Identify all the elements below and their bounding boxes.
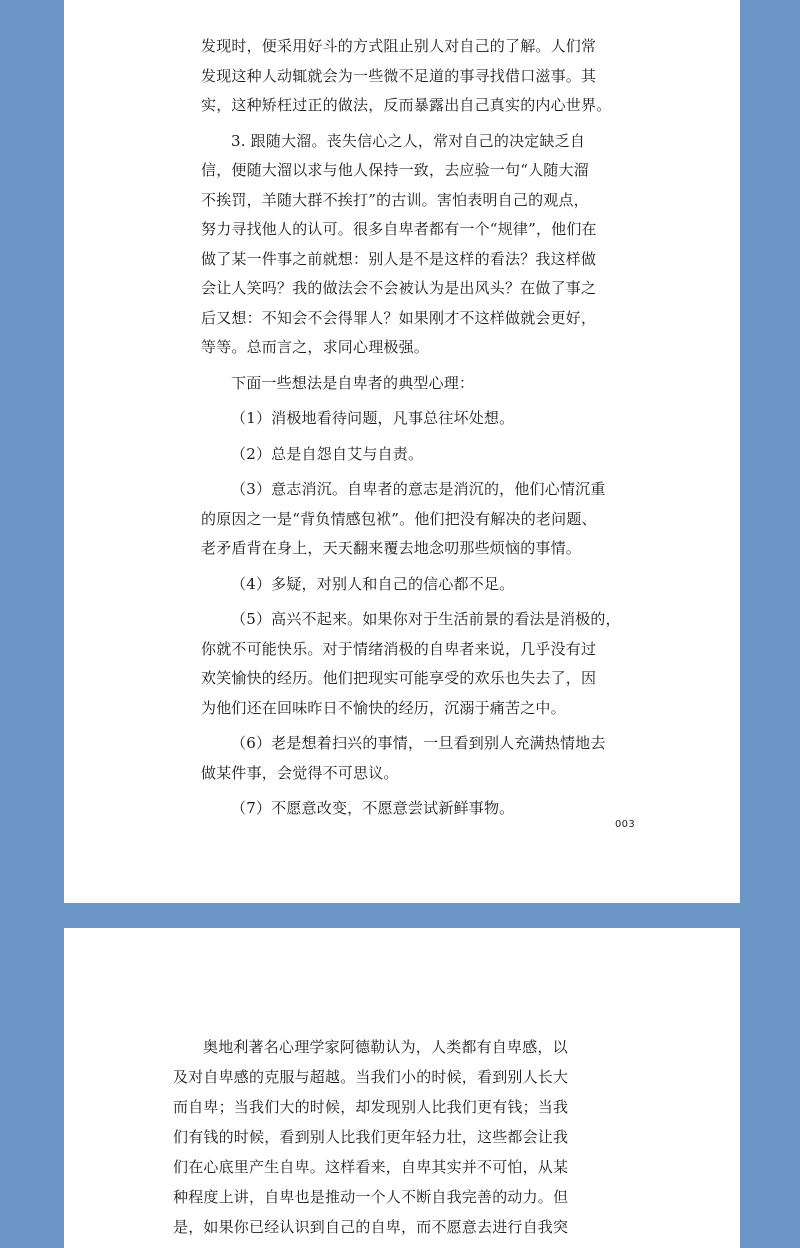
text-line: 发现时，便采用好斗的方式阻止别人对自己的了解。人们常 [201, 37, 597, 55]
list-item [201, 475, 606, 564]
text-line: 发现这种人动辄就会为一些微不足道的事寻找借口滋事。其 [201, 66, 597, 85]
list-item [201, 570, 596, 600]
list-item [201, 605, 621, 723]
text-line: （4）多疑，对别人和自己的信心都不足。 [231, 574, 515, 593]
text-line: 后又想：不知会不会得罪人？如果刚才不这样做就会更好， [201, 308, 597, 327]
document-page [64, 0, 740, 903]
text-line: 等等。总而言之，求同心理极强。 [201, 338, 430, 356]
body-paragraph [201, 127, 596, 363]
document-page [64, 928, 740, 1248]
text-line: （3）意志消沉。自卑者的意志是消沉的，他们心情沉重 [231, 480, 606, 498]
page-number: 003 [615, 819, 635, 830]
text-line: 种程度上讲，自卑也是推动一个人不断自我完善的动力。但 [173, 1188, 569, 1206]
text-line: 3. 跟随大溜。丧失信心之人，常对自己的决定缺乏自 [231, 131, 586, 150]
text-line: 实，这种矫枉过正的做法，反而暴露出自己真实的内心世界。 [201, 96, 612, 114]
text-line: 们有钱的时候，看到别人比我们更年轻力壮，这些都会让我 [173, 1128, 569, 1146]
text-line: 你就不可能快乐。对于情绪消极的自卑者来说，几乎没有过 [201, 639, 597, 658]
page-body [173, 1032, 614, 1248]
page-body [201, 32, 621, 830]
text-line: （2）总是自怨自艾与自责。 [231, 444, 424, 463]
text-line: 及对自卑感的克服与超越。当我们小的时候，看到别人长大 [173, 1068, 569, 1086]
text-line: 奥地利著名心理学家阿德勒认为，人类都有自卑感，以 [203, 1038, 568, 1056]
list-item [201, 729, 606, 788]
text-line: （1）消极地看待问题，凡事总往坏处想。 [231, 409, 515, 427]
text-line: 做了某一件事之前就想：别人是不是这样的看法？我这样做 [201, 249, 597, 268]
text-line: （7）不愿意改变，不愿意尝试新鲜事物。 [231, 799, 515, 817]
list-item [201, 404, 596, 434]
body-paragraph [201, 32, 612, 121]
text-line: （5）高兴不起来。如果你对于生活前景的看法是消极的， [231, 610, 621, 628]
text-line: 的原因之一是“背负情感包袱”。他们把没有解决的老问题、 [201, 509, 597, 528]
text-line: 会让人笑吗？我的做法会不会被认为是出风头？在做了事之 [201, 279, 597, 297]
body-paragraph [201, 369, 596, 399]
text-line: 是，如果你已经认识到自己的自卑，而不愿意去进行自我突 [173, 1218, 569, 1236]
list-item [201, 794, 596, 824]
text-line: 们在心底里产生自卑。这样看来，自卑其实并不可怕，从某 [173, 1158, 569, 1176]
text-line: （6）老是想着扫兴的事情，一旦看到别人充满热情地去 [231, 734, 606, 752]
body-paragraph [173, 1032, 614, 1242]
text-line: 下面一些想法是自卑者的典型心理： [231, 373, 475, 392]
text-line: 为他们还在回味昨日不愉快的经历，沉溺于痛苦之中。 [201, 698, 566, 717]
text-line: 做某件事，会觉得不可思议。 [201, 763, 399, 782]
text-line: 信，便随大溜以求与他人保持一致，去应验一句“人随大溜 [201, 161, 589, 179]
list-item [201, 440, 596, 470]
text-line: 不挨罚，羊随大群不挨打”的古训。害怕表明自己的观点， [201, 190, 589, 209]
text-line: 老矛盾背在身上，天天翻来覆去地念叨那些烦恼的事情。 [201, 539, 582, 557]
text-line: 而自卑；当我们大的时候，却发现别人比我们更有钱；当我 [173, 1098, 569, 1116]
text-line: 欢笑愉快的经历。他们把现实可能享受的欢乐也失去了，因 [201, 669, 597, 687]
text-line: 努力寻找他人的认可。很多自卑者都有一个“规律”，他们在 [201, 220, 597, 238]
